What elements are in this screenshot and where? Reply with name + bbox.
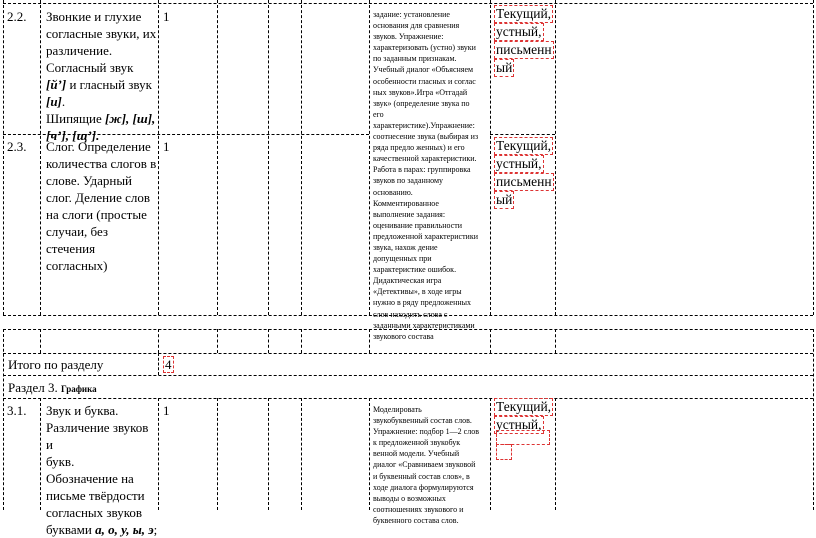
row-number: 2.3. — [7, 139, 27, 154]
grid-line — [158, 329, 159, 353]
grid-line — [3, 3, 813, 4]
grid-line — [217, 398, 218, 510]
grid-line — [555, 398, 556, 510]
grid-line — [490, 134, 555, 135]
grid-line — [490, 0, 491, 315]
section-total-value: 4 — [165, 357, 172, 372]
assessment-type: Текущий, устный, письменн ый — [496, 6, 552, 75]
grid-line — [217, 329, 218, 353]
grid-line — [369, 398, 370, 510]
grid-line — [217, 0, 218, 315]
grid-line — [301, 329, 302, 353]
grid-line — [490, 398, 491, 510]
grid-line — [268, 0, 269, 315]
grid-line — [369, 329, 370, 353]
assessment-type: Текущий, устный, — [496, 399, 552, 432]
grid-line — [301, 0, 302, 315]
grid-line — [3, 375, 813, 376]
section-total-label: Итого по разделу — [8, 357, 104, 372]
grid-line — [158, 0, 159, 315]
grid-line — [40, 329, 41, 353]
grid-line — [813, 329, 814, 510]
grid-line — [555, 0, 556, 315]
assessment-type: Текущий, устный, письменн ый — [496, 138, 552, 207]
grid-line — [301, 398, 302, 510]
activities-text: Моделировать звукобуквенный состав слов. Упражнение: подбор 1—2 слов к предложенной звукобук венной модели. Учебный диалог «Сравниваем звуковой и буквенный состав слов», в ходе диалога формулируются выводы о возможных соотношениях звукового и буквенного состава слов. — [373, 405, 479, 525]
hours-count: 1 — [163, 403, 170, 418]
grid-line — [268, 398, 269, 510]
grid-line — [40, 398, 41, 510]
section-header: Раздел 3. Графика — [8, 380, 97, 395]
hours-count: 1 — [163, 9, 170, 24]
grid-line — [369, 0, 370, 315]
hours-count: 1 — [163, 139, 170, 154]
grid-line — [3, 398, 813, 399]
grid-line — [158, 398, 159, 510]
grid-line — [813, 0, 814, 315]
grid-line — [3, 0, 4, 315]
topic-title: Слог. Определение количества слогов в слове. Ударный слог. Деление слов на слоги (простые случаи, без стечения согласных) — [46, 139, 157, 273]
assessment-empty-box — [496, 444, 512, 460]
topic-title: Звонкие и глухие согласные звуки, их различение. Согласный звук [й’] и гласный звук [и]. Шипящие [ж], [ш], [ч’], [щ’]. — [46, 9, 157, 143]
row-number: 3.1. — [7, 403, 27, 418]
grid-line — [555, 329, 556, 353]
grid-line — [158, 353, 159, 375]
grid-line — [268, 329, 269, 353]
grid-line — [3, 353, 813, 354]
row-number: 2.2. — [7, 9, 27, 24]
grid-line — [3, 329, 4, 510]
assessment-empty-box — [496, 430, 550, 445]
grid-line — [490, 329, 491, 353]
grid-line — [40, 0, 41, 315]
topic-title: Звук и буква. Различение звуков и букв. Обозначение на письме твёрдости согласных звуков буквами а, о, у, ы, э; — [46, 403, 158, 537]
activities-text: задание: установление основания для сравнения звуков. Упражнение: характеризовать (устно) звуки по заданным признакам. Учебный диалог «Объясняем особенности гласных и соглас ных звуков».Игра «Отгадай звук» (определение звука по его характеристике).Упражнение: соотнесение звука (выбирая из ряда предло женных) и его качественной характеристики. Работа в парах: группировка звуков по заданному основанию. Комментированное выполнение задания: оценивание правильности предложенной характеристики звука, нахож дение допущенных при характеристике ошибок. Дидактическая игра «Детективы», в ходе игры нужно в ряду предложенных слов находить слова с заданными характеристиками звукового состава — [373, 10, 479, 341]
